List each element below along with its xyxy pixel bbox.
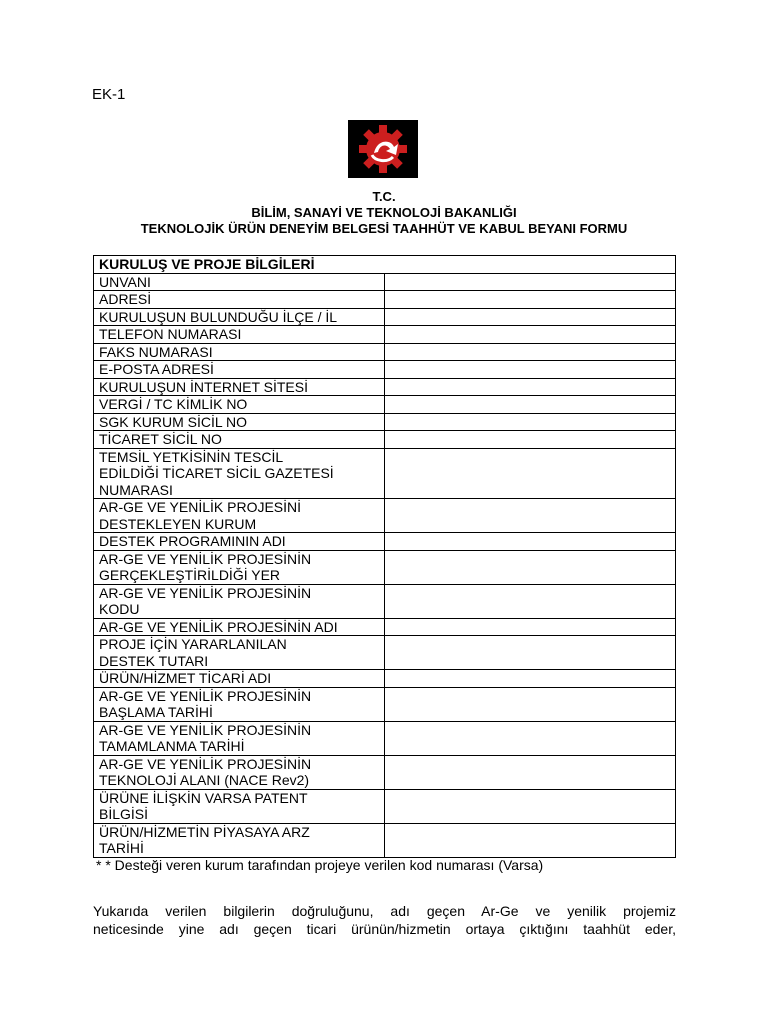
table-row [94,361,676,379]
field-label: ADRESİ [94,291,385,309]
field-value[interactable] [385,291,676,309]
field-value[interactable] [385,533,676,551]
table-row [94,273,676,291]
field-value[interactable] [385,687,676,721]
field-label: ÜRÜNE İLİŞKİN VARSA PATENT BİLGİSİ [94,789,385,823]
field-label: TİCARET SİCİL NO [94,431,385,449]
heading-line-2: BİLİM, SANAYİ VE TEKNOLOJİ BAKANLIĞI [251,205,517,220]
field-value[interactable] [385,378,676,396]
table-row [94,448,676,499]
table-row [94,378,676,396]
field-value[interactable] [385,584,676,618]
table-header: KURULUŞ VE PROJE BİLGİLERİ [94,256,676,274]
field-label: AR-GE VE YENİLİK PROJESİNİN GERÇEKLEŞTİRİLDİĞİ YER [94,550,385,584]
field-label: FAKS NUMARASI [94,343,385,361]
field-label: KURULUŞUN İNTERNET SİTESİ [94,378,385,396]
table-header-row [94,256,676,274]
field-label: VERGİ / TC KİMLİK NO [94,396,385,414]
table-row [94,755,676,789]
field-label: PROJE İÇİN YARARLANILAN DESTEK TUTARI [94,636,385,670]
table-row [94,636,676,670]
table-row [94,550,676,584]
table-row [94,431,676,449]
field-label: DESTEK PROGRAMININ ADI [94,533,385,551]
table-row [94,343,676,361]
table-row [94,413,676,431]
heading-line-3: TEKNOLOJİK ÜRÜN DENEYİM BELGESİ TAAHHÜT VE KABUL BEYANI FORMU [140,221,628,236]
field-value[interactable] [385,721,676,755]
table-row [94,291,676,309]
field-value[interactable] [385,431,676,449]
field-value[interactable] [385,823,676,857]
field-label: KURULUŞUN BULUNDUĞU İLÇE / İL [94,308,385,326]
field-label: AR-GE VE YENİLİK PROJESİNİN TAMAMLANMA TARİHİ [94,721,385,755]
field-value[interactable] [385,308,676,326]
field-label: AR-GE VE YENİLİK PROJESİNİN ADI [94,618,385,636]
field-value[interactable] [385,396,676,414]
field-value[interactable] [385,343,676,361]
table-row [94,499,676,533]
table-row [94,789,676,823]
field-value[interactable] [385,618,676,636]
field-value[interactable] [385,326,676,344]
field-value[interactable] [385,413,676,431]
form-heading [90,189,678,237]
organization-info-table [93,255,676,858]
field-label: ÜRÜN/HİZMETİN PİYASAYA ARZ TARİHİ [94,823,385,857]
annex-label: EK-1 [92,86,126,103]
gear-logo-icon [348,120,418,178]
field-value[interactable] [385,361,676,379]
field-value[interactable] [385,670,676,688]
table-row [94,687,676,721]
field-value[interactable] [385,550,676,584]
table-row [94,823,676,857]
paragraph-line-1: Yukarıda verilen bilgilerin doğruluğunu, adı geçen Ar-Ge ve yenilik projemiz [93,903,676,919]
declaration-paragraph [93,902,676,938]
field-label: ÜRÜN/HİZMET TİCARİ ADI [94,670,385,688]
field-label: UNVANI [94,273,385,291]
field-value[interactable] [385,755,676,789]
table-row [94,308,676,326]
field-label: TEMSİL YETKİSİNİN TESCİL EDİLDİĞİ TİCARET SİCİL GAZETESİ NUMARASI [94,448,385,499]
table-row [94,584,676,618]
field-label: TELEFON NUMARASI [94,326,385,344]
table-row [94,618,676,636]
field-value[interactable] [385,789,676,823]
field-value[interactable] [385,499,676,533]
table-row [94,721,676,755]
field-value[interactable] [385,448,676,499]
table-row [94,396,676,414]
table-row [94,670,676,688]
ministry-logo [348,120,418,178]
field-label: E-POSTA ADRESİ [94,361,385,379]
field-label: AR-GE VE YENİLİK PROJESİNİN KODU [94,584,385,618]
field-label: AR-GE VE YENİLİK PROJESİNİ DESTEKLEYEN KURUM [94,499,385,533]
table-row [94,533,676,551]
field-value[interactable] [385,273,676,291]
field-label: AR-GE VE YENİLİK PROJESİNİN BAŞLAMA TARİHİ [94,687,385,721]
table-row [94,326,676,344]
heading-line-1: T.C. [372,189,396,204]
footnote: * * Desteği veren kurum tarafından projeye verilen kod numarası (Varsa) [96,857,544,873]
field-label: SGK KURUM SİCİL NO [94,413,385,431]
paragraph-line-2: neticesinde yine adı geçen ticari ürünün/hizmetin ortaya çıktığını taahhüt eder, [93,921,676,937]
field-label: AR-GE VE YENİLİK PROJESİNİN TEKNOLOJİ ALANI (NACE Rev2) [94,755,385,789]
field-value[interactable] [385,636,676,670]
